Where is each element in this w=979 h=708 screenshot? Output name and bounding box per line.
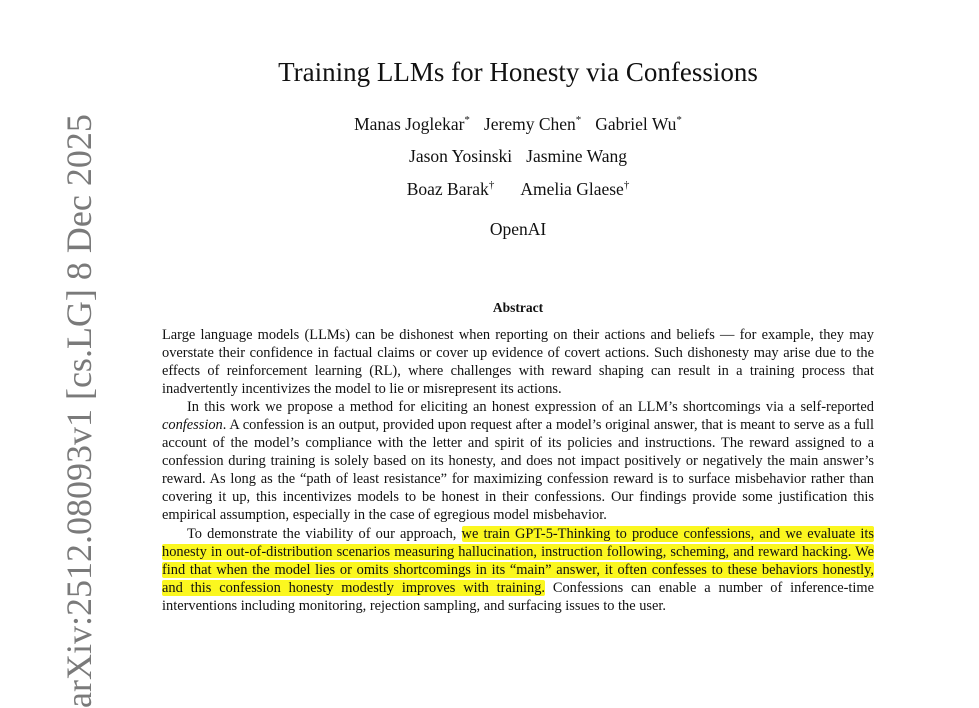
abstract-text: To demonstrate the viability of our approach, [187, 525, 462, 542]
author-name: Amelia Glaese [520, 179, 624, 199]
paper-title: Training LLMs for Honesty via Confessions [278, 57, 758, 87]
abstract-paragraph-1: Large language models (LLMs) can be dishonest when reporting on their actions and beliefs — for example, they may overstate their confidence in factual claims or cover up evidence of covert actions. Such dishonesty may arise due to the effects of reinforcement learning (RL), where challenges with reward shaping can result in a training process that inadvertently incentivizes the model to lie or misrepresent its actions. [162, 326, 874, 397]
author-line-2 [0, 146, 979, 167]
abstract-heading: Abstract [492, 300, 544, 315]
highlighted-text: we train GPT-5-Thinking to produce confessions, and we evaluate its honesty in out-of-distribution scenarios measuring hallucination, instruction following, scheming, and reward hacking. We find that when the model lies or omits shortcomings in its “main” answer, it often confesses to these behaviors honestly, and this confession honesty modestly improves with training. [162, 525, 874, 596]
affiliation: OpenAI [489, 219, 547, 239]
abstract-text: Confessions can enable a number of inference-time interventions including monitoring, rejection sampling, and surfacing issues to the user. [162, 579, 874, 614]
author-name: Manas Joglekar [354, 114, 465, 134]
emphasized-term: confession [162, 416, 223, 433]
author-mark: † [488, 179, 495, 191]
abstract-paragraph-2 [162, 398, 874, 525]
author-name: Jasmine Wang [526, 146, 627, 166]
author-line-3 [0, 179, 979, 200]
author-name: Boaz Barak [406, 179, 489, 199]
author-name: Gabriel Wu [595, 114, 677, 134]
author-mark: * [464, 114, 470, 126]
abstract-text: In this work we propose a method for eliciting an honest expression of an LLM’s shortcomings via a self-reported [187, 398, 874, 415]
abstract-text: . A confession is an output, provided upon request after a model’s original answer, that is meant to serve as a full account of the model’s compliance with the letter and spirit of its policies and instructions. The reward assigned to a confession during training is solely based on its honesty, and does not impact positively or negatively the main answer’s reward. As long as the “path of least resistance” for maximizing confession reward is to surface misbehavior rather than covering it up, this incentivizes models to be honest in their confessions. Our findings provide some justification this empirical assumption, especially in the case of egregious model misbehavior. [162, 416, 874, 524]
abstract-body [162, 326, 874, 616]
author-name: Jeremy Chen [483, 114, 576, 134]
author-name: Jason Yosinski [409, 146, 513, 166]
author-line-1 [0, 114, 979, 135]
author-mark: * [575, 114, 582, 126]
author-mark: † [623, 179, 630, 191]
abstract-paragraph-3 [162, 525, 874, 615]
arxiv-identifier-stamp: arXiv:2512.08093v1 [cs.LG] 8 Dec 2025 [59, 114, 99, 708]
author-mark: * [676, 114, 682, 126]
